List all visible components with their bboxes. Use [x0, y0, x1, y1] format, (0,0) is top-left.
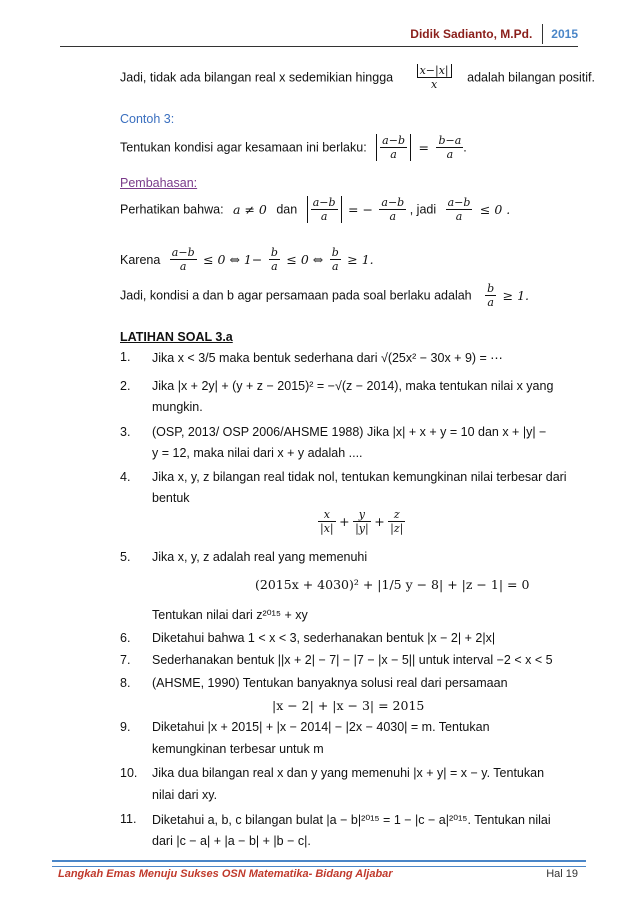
- item-number: 2.: [120, 379, 131, 393]
- item-text: Diketahui a, b, c bilangan bulat |a − b|²⁰¹⁵ = 1 − |c − a|²⁰¹⁵. Tentukan nilai: [152, 813, 551, 827]
- item-text: Diketahui |x + 2015| + |x − 2014| − |2x − 4030| = m. Tentukan: [152, 720, 490, 734]
- header-year: 2015: [551, 27, 578, 41]
- exercise-title: LATIHAN SOAL 3.a: [120, 330, 233, 344]
- conclusion-relation: ≥ 1.: [502, 288, 530, 303]
- item-number: 1.: [120, 350, 131, 364]
- fraction-denominator: |z|: [390, 522, 404, 535]
- fraction-numerator: y: [353, 508, 371, 522]
- item-text: Jika x, y, z adalah real yang memenuhi: [152, 550, 368, 564]
- item-text: Jika x < 3/5 maka bentuk sederhana dari √(25x² − 30x + 9) = ⋯: [152, 351, 503, 365]
- term-x: [318, 508, 336, 535]
- item-number: 6.: [120, 631, 131, 645]
- fraction-denominator: a: [179, 260, 187, 273]
- fraction-denominator: a: [390, 148, 397, 161]
- fraction-denominator: a: [320, 210, 328, 223]
- fraction-numerator: b−a: [438, 134, 462, 147]
- discussion-heading: Pembahasan:: [120, 176, 198, 190]
- word-jadi: , jadi: [409, 202, 437, 217]
- item-number: 11.: [120, 812, 137, 826]
- fraction-numerator: z: [388, 508, 405, 522]
- example-heading: Contoh 3:: [120, 112, 175, 126]
- fraction-numerator: b: [331, 246, 339, 259]
- intro-text-3: Perhatikan bahwa:: [120, 202, 224, 217]
- footer-title: Langkah Emas Menuju Sukses OSN Matematika- Bidang Aljabar: [58, 868, 393, 880]
- fraction-denominator: a: [487, 296, 494, 309]
- item-text-cont: dari |c − a| + |a − b| + |b − c|.: [152, 834, 311, 848]
- item-text: (AHSME, 1990) Tentukan banyaknya solusi real dari persamaan: [152, 676, 508, 690]
- term-y: [353, 508, 371, 535]
- fraction-abs-ab: [307, 196, 342, 223]
- footer-rule: [52, 860, 586, 867]
- plus-sign: +: [374, 514, 385, 529]
- fraction-numerator: a−b: [171, 246, 195, 259]
- item-text-cont: bentuk: [152, 491, 190, 505]
- fraction-abs: [417, 64, 452, 91]
- le-zero: ≤ 0 .: [479, 202, 511, 217]
- relation-1: ≤ 0 ⇔ 1−: [203, 252, 263, 267]
- fraction-numerator: a−b: [381, 196, 405, 209]
- intro-line-4: [120, 246, 374, 273]
- item-text-cont: Tentukan nilai dari z²⁰¹⁵ + xy: [152, 608, 308, 622]
- fraction-right: [436, 134, 463, 161]
- display-equation-8: |x − 2| + |x − 3| = 2015: [272, 698, 425, 713]
- equals-sign: =: [418, 140, 429, 155]
- display-expression-4: [318, 508, 405, 535]
- fraction-ab: [379, 196, 406, 223]
- fraction-numerator: x−|x|: [417, 64, 452, 78]
- item-number: 7.: [120, 653, 131, 667]
- word-dan: dan: [276, 202, 298, 217]
- item-text-cont: mungkin.: [152, 400, 203, 414]
- fraction-numerator: a−b: [447, 196, 471, 209]
- fraction-k1: [170, 246, 197, 273]
- item-text: Jika |x + 2y| + (y + z − 2015)² = −√(z − 2014), maka tentukan nilai x yang: [152, 379, 554, 393]
- fraction-k3: [330, 246, 341, 273]
- item-text: Sederhanakan bentuk ||x + 2| − 7| − |7 − |x − 5|| untuk interval −2 < x < 5: [152, 653, 553, 667]
- fraction-denominator: x: [431, 78, 438, 91]
- display-equation-5: (2015x + 4030)² + |1/5 y − 8| + |z − 1| = 0: [255, 577, 530, 592]
- fraction-ab-2: [446, 196, 473, 223]
- fraction-denominator: a: [271, 260, 278, 273]
- relation-2: ≤ 0 ⇔: [286, 252, 324, 267]
- intro-line-1: [120, 64, 595, 91]
- header-rule: [60, 46, 578, 47]
- fraction-denominator: a: [455, 210, 463, 223]
- item-text: Jika dua bilangan real x dan y yang memenuhi |x + y| = x − y. Tentukan: [152, 766, 545, 780]
- fraction-denominator: a: [446, 148, 454, 161]
- header-author: Didik Sadianto, M.Pd.: [410, 27, 533, 41]
- item-number: 9.: [120, 720, 131, 734]
- intro-text-1b: adalah bilangan positif.: [467, 70, 595, 85]
- intro-line-2: Tentukan kondisi agar kesamaan ini berlaku: $\frac{a-b}{a}$ = $\frac{b-a}{a}$ .: [120, 134, 467, 161]
- page-number: Hal 19: [546, 868, 578, 880]
- item-text: Diketahui bahwa 1 < x < 3, sederhanakan bentuk |x − 2| + 2|x|: [152, 631, 496, 645]
- intro-text-2: Tentukan kondisi agar kesamaan ini berlaku:: [120, 140, 367, 155]
- item-text-cont: kemungkinan terbesar untuk m: [152, 742, 324, 756]
- conclusion-text: Jadi, kondisi a dan b agar persamaan pada soal berlaku adalah: [120, 288, 472, 303]
- word-karena: Karena: [120, 252, 161, 267]
- page-header: [410, 24, 578, 44]
- fraction-numerator: a−b: [312, 196, 336, 209]
- fraction-conclusion: [485, 282, 496, 309]
- fraction-denominator: a: [331, 260, 339, 273]
- header-separator: [542, 24, 543, 44]
- equals-minus: = −: [348, 202, 373, 217]
- item-number: 4.: [120, 470, 131, 484]
- fraction-denominator: |x|: [320, 522, 334, 535]
- fraction-numerator: b: [487, 282, 495, 295]
- fraction-left: [376, 134, 411, 161]
- fraction-numerator: a−b: [382, 134, 405, 147]
- item-text: (OSP, 2013/ OSP 2006/AHSME 1988) Jika |x| + x + y = 10 dan x + |y| −: [152, 425, 547, 439]
- item-number: 5.: [120, 550, 131, 564]
- relation-3: ≥ 1.: [347, 252, 374, 267]
- item-number: 10.: [120, 766, 138, 780]
- condition-a-ne-0: a ≠ 0: [233, 202, 267, 217]
- intro-line-5: [120, 282, 529, 309]
- fraction-denominator: a: [389, 210, 397, 223]
- plus-sign: +: [339, 514, 350, 529]
- item-text-cont: nilai dari xy.: [152, 788, 218, 802]
- fraction-numerator: b: [270, 246, 278, 259]
- fraction-numerator: x: [318, 508, 336, 522]
- fraction-denominator: |y|: [355, 522, 369, 535]
- term-z: [388, 508, 405, 535]
- intro-line-3: [120, 196, 510, 223]
- item-text: Jika x, y, z bilangan real tidak nol, tentukan kemungkinan nilai terbesar dari: [152, 470, 567, 484]
- item-number: 3.: [120, 425, 131, 439]
- item-text-cont: y = 12, maka nilai dari x + y adalah ....: [152, 446, 363, 460]
- fraction-k2: [269, 246, 280, 273]
- item-number: 8.: [120, 676, 131, 690]
- intro-text-1a: Jadi, tidak ada bilangan real x sedemikian hingga: [120, 70, 394, 85]
